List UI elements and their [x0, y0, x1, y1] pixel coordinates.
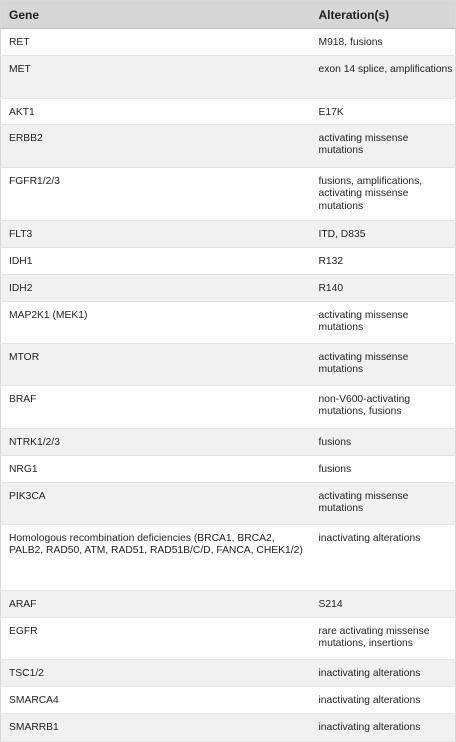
alterations-cell: ITD, D835 — [315, 221, 456, 248]
gene-cell: SMARRB1 — [1, 714, 315, 742]
table-row — [1, 525, 456, 591]
gene-cell: Homologous recombination deficiencies (BRCA1, BRCA2, PALB2, RAD50, ATM, RAD51, RAD51B/C/D, FANCA, CHEK1/2) — [1, 525, 315, 591]
alterations-cell: E17K — [315, 99, 456, 125]
gene-cell: RET — [1, 29, 315, 56]
header-gene: Gene — [1, 1, 315, 29]
gene-cell: ARAF — [1, 591, 315, 618]
alterations-cell: rare activating missense mutations, insertions — [315, 618, 456, 660]
table-row — [1, 221, 456, 248]
gene-cell: NTRK1/2/3 — [1, 429, 315, 456]
table-row — [1, 344, 456, 386]
table-row — [1, 714, 456, 742]
alterations-cell: activating missense mutations — [315, 302, 456, 344]
gene-cell: AKT1 — [1, 99, 315, 125]
header-alterations: Alteration(s) — [315, 1, 456, 29]
gene-cell: FLT3 — [1, 221, 315, 248]
table-row — [1, 248, 456, 275]
table-row — [1, 660, 456, 687]
alterations-cell: fusions — [315, 429, 456, 456]
gene-cell: ERBB2 — [1, 125, 315, 168]
alterations-cell: M918, fusions — [315, 29, 456, 56]
table-row — [1, 456, 456, 483]
gene-cell: MAP2K1 (MEK1) — [1, 302, 315, 344]
gene-cell: EGFR — [1, 618, 315, 660]
alterations-cell: non-V600-activating mutations, fusions — [315, 386, 456, 429]
table-row — [1, 125, 456, 168]
alterations-cell: inactivating alterations — [315, 687, 456, 714]
alterations-cell: exon 14 splice, amplifications — [315, 56, 456, 99]
table-row — [1, 483, 456, 525]
gene-cell: IDH1 — [1, 248, 315, 275]
table-row — [1, 386, 456, 429]
gene-cell: PIK3CA — [1, 483, 315, 525]
table-row — [1, 687, 456, 714]
alterations-cell: activating missense mutations — [315, 344, 456, 386]
table-row — [1, 56, 456, 99]
alterations-cell: inactivating alterations — [315, 525, 456, 591]
table-row — [1, 275, 456, 302]
gene-cell: NRG1 — [1, 456, 315, 483]
alterations-cell: activating missense mutations — [315, 125, 456, 168]
alterations-cell: S214 — [315, 591, 456, 618]
table-row — [1, 591, 456, 618]
table-row — [1, 302, 456, 344]
alterations-cell: fusions — [315, 456, 456, 483]
alterations-cell: activating missense mutations — [315, 483, 456, 525]
gene-cell: FGFR1/2/3 — [1, 168, 315, 221]
table-row — [1, 99, 456, 125]
alterations-cell: inactivating alterations — [315, 660, 456, 687]
alterations-cell: fusions, amplifications, activating missense mutations — [315, 168, 456, 221]
table-body — [1, 29, 456, 742]
table-row — [1, 429, 456, 456]
gene-cell: TSC1/2 — [1, 660, 315, 687]
alterations-cell: R132 — [315, 248, 456, 275]
table-row — [1, 618, 456, 660]
table-row — [1, 29, 456, 56]
gene-cell: MTOR — [1, 344, 315, 386]
gene-cell: SMARCA4 — [1, 687, 315, 714]
gene-cell: BRAF — [1, 386, 315, 429]
gene-cell: IDH2 — [1, 275, 315, 302]
gene-cell: MET — [1, 56, 315, 99]
alterations-cell: inactivating alterations — [315, 714, 456, 742]
table-row — [1, 168, 456, 221]
alterations-cell: R140 — [315, 275, 456, 302]
table-header-row — [1, 1, 456, 29]
